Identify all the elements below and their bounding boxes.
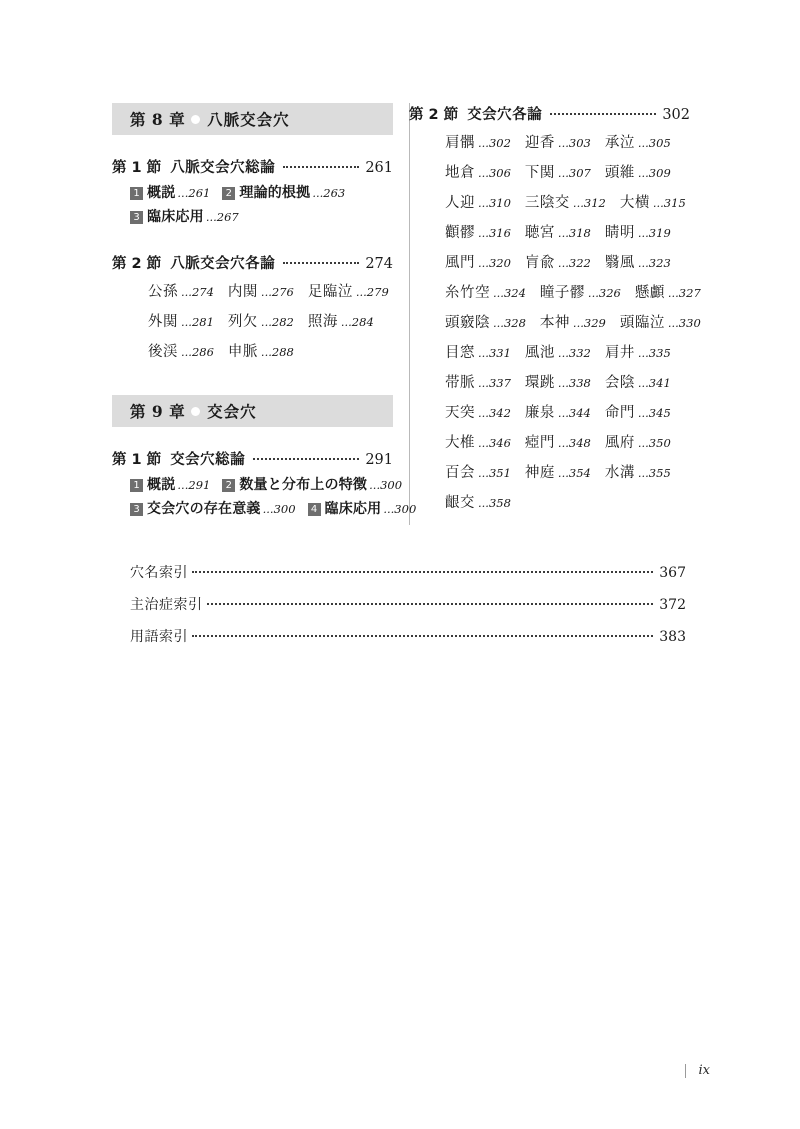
chapter-block — [112, 103, 393, 361]
bullet-icon — [191, 115, 200, 124]
point-entry — [148, 310, 214, 331]
sub-item-page-number: ...300 — [383, 502, 417, 516]
point-row — [148, 280, 393, 301]
point-page-number: ...329 — [572, 316, 606, 330]
point-name: 地倉 — [445, 165, 475, 181]
point-page-number: ...331 — [478, 346, 511, 360]
chapter-title: 交会穴 — [207, 402, 257, 421]
chapter-banner — [112, 103, 393, 135]
sub-item-row — [130, 498, 417, 518]
point-row — [148, 340, 393, 361]
point-page-number: ...354 — [557, 466, 591, 480]
chapter-banner — [112, 395, 393, 427]
point-page-number: ...330 — [667, 316, 701, 330]
dot-leader — [550, 113, 656, 115]
point-name: 環跳 — [524, 375, 555, 391]
section-number: 第 2 節 — [409, 107, 459, 123]
point-entry — [620, 191, 686, 212]
page-footer — [0, 1063, 800, 1078]
point-entry — [445, 401, 511, 422]
point-name: 水溝 — [604, 465, 635, 481]
point-page-number: ...322 — [557, 256, 591, 270]
point-name: 懸顱 — [634, 285, 665, 301]
point-row — [445, 191, 690, 212]
index-entry-page-number: 367 — [659, 565, 686, 581]
point-page-number: ...303 — [557, 136, 591, 150]
point-page-number: ...302 — [478, 136, 511, 150]
point-name: 照海 — [307, 314, 338, 330]
point-page-number: ...327 — [667, 286, 701, 300]
point-entry — [228, 310, 294, 331]
point-page-number: ...328 — [493, 316, 526, 330]
point-row — [445, 341, 690, 362]
point-name: 公孫 — [148, 284, 178, 300]
chapter-number: 第 9 章 — [130, 402, 186, 421]
point-entry — [540, 281, 621, 302]
point-page-number: ...315 — [652, 196, 686, 210]
point-name: 瞳子髎 — [539, 285, 585, 301]
index-entry-label: 主治症索引 — [130, 597, 203, 613]
point-entry — [148, 340, 214, 361]
point-entry — [445, 491, 511, 512]
point-name: 顴髎 — [445, 225, 475, 241]
point-rows — [409, 131, 701, 512]
section-page-number: 261 — [365, 160, 393, 176]
point-entry — [525, 431, 591, 452]
point-entry — [525, 401, 591, 422]
sub-item-rows — [112, 474, 417, 518]
sub-item-label: 交会穴の存在意義 — [147, 501, 261, 517]
point-row — [445, 371, 690, 392]
sub-item-rows — [112, 182, 393, 226]
dot-leader — [192, 635, 653, 637]
sub-item-label: 理論的根拠 — [239, 185, 311, 201]
item-number-badge: 3 — [130, 211, 143, 224]
point-name: 迎香 — [524, 135, 555, 151]
point-entry — [620, 311, 701, 332]
section-page-number: 274 — [365, 256, 393, 272]
sub-item-page-number: ...300 — [262, 502, 296, 516]
point-page-number: ...341 — [637, 376, 671, 390]
sub-item-row — [130, 182, 393, 202]
index-entry-page-number: 372 — [659, 597, 686, 613]
point-name: 外関 — [148, 314, 178, 330]
point-entry — [540, 311, 606, 332]
point-entry — [525, 251, 591, 272]
point-page-number: ...326 — [587, 286, 621, 300]
point-name: 百会 — [445, 465, 475, 481]
point-entry — [525, 341, 591, 362]
item-number-badge: 1 — [130, 187, 143, 200]
point-page-number: ...305 — [637, 136, 671, 150]
index-entry-label: 用語索引 — [130, 629, 188, 645]
point-name: 列欠 — [227, 314, 258, 330]
section-title: 八脈交会穴各論 — [170, 256, 276, 272]
point-name: 頭臨泣 — [619, 315, 665, 331]
point-name: 肓兪 — [524, 255, 555, 271]
point-name: 内関 — [227, 284, 258, 300]
sub-item-row — [130, 206, 393, 226]
toc-column-left — [112, 103, 417, 544]
point-name: 廉泉 — [524, 405, 555, 421]
point-name: 頭竅陰 — [445, 315, 490, 331]
point-page-number: ...345 — [637, 406, 671, 420]
point-entry — [605, 341, 671, 362]
sub-item-label: 臨床応用 — [324, 501, 382, 517]
point-page-number: ...344 — [557, 406, 591, 420]
section-page-number: 291 — [365, 452, 393, 468]
point-page-number: ...342 — [478, 406, 511, 420]
point-row — [445, 161, 690, 182]
item-number-badge: 2 — [222, 479, 235, 492]
point-name: 三陰交 — [524, 195, 570, 211]
point-row — [148, 310, 393, 331]
point-name: 目窓 — [445, 345, 475, 361]
point-page-number: ...282 — [260, 315, 294, 329]
point-page-number: ...274 — [181, 285, 214, 299]
point-entry — [308, 310, 374, 331]
sub-item — [130, 498, 296, 518]
sub-item-row — [130, 474, 403, 494]
point-name: 風池 — [524, 345, 555, 361]
point-entry — [525, 191, 606, 212]
point-page-number: ...281 — [181, 315, 214, 329]
point-name: 肩井 — [604, 345, 635, 361]
sub-item — [308, 498, 417, 518]
point-name: 足臨泣 — [307, 284, 353, 300]
index-entry — [130, 626, 686, 646]
point-row — [445, 491, 690, 512]
point-entry — [445, 341, 511, 362]
item-number-badge: 2 — [222, 187, 235, 200]
point-page-number: ...318 — [557, 226, 591, 240]
section-heading — [112, 156, 393, 177]
sub-item-page-number: ...267 — [205, 210, 239, 224]
toc-column-right — [409, 103, 701, 521]
section-title: 交会穴各論 — [467, 107, 543, 123]
index-entry — [130, 562, 686, 582]
sub-item-page-number: ...263 — [312, 186, 346, 200]
point-page-number: ...307 — [557, 166, 591, 180]
point-name: 風門 — [445, 255, 475, 271]
point-page-number: ...276 — [260, 285, 294, 299]
point-name: 会陰 — [604, 375, 635, 391]
point-page-number: ...312 — [572, 196, 606, 210]
section-number: 第 1 節 — [112, 452, 162, 468]
point-name: 睛明 — [604, 225, 635, 241]
point-entry — [525, 371, 591, 392]
point-name: 本神 — [539, 315, 570, 331]
point-entry — [445, 461, 511, 482]
section-page-number: 302 — [662, 107, 690, 123]
point-entry — [605, 401, 671, 422]
point-entry — [445, 281, 526, 302]
point-name: 天突 — [445, 405, 475, 421]
point-name: 頭維 — [604, 165, 635, 181]
sub-item — [130, 474, 210, 494]
bullet-icon — [191, 407, 200, 416]
point-entry — [605, 431, 671, 452]
point-entry — [605, 251, 671, 272]
point-rows — [112, 280, 393, 361]
point-page-number: ...279 — [355, 285, 389, 299]
point-entry — [308, 280, 389, 301]
point-row — [445, 281, 701, 302]
point-page-number: ...319 — [637, 226, 671, 240]
point-name: 下関 — [524, 165, 555, 181]
sub-item-page-number: ...291 — [177, 478, 211, 492]
chapter-block — [112, 395, 417, 518]
chapter-number: 第 8 章 — [130, 110, 186, 129]
item-number-badge: 4 — [308, 503, 321, 516]
point-name: 齦交 — [445, 495, 475, 511]
point-row — [445, 251, 690, 272]
point-name: 大横 — [619, 195, 650, 211]
sub-item-label: 概説 — [147, 185, 176, 201]
point-row — [445, 431, 690, 452]
point-page-number: ...332 — [557, 346, 591, 360]
section-number: 第 2 節 — [112, 256, 162, 272]
point-name: 帯脈 — [445, 375, 475, 391]
index-list — [130, 562, 686, 658]
sub-item — [130, 206, 239, 226]
dot-leader — [283, 166, 359, 168]
point-entry — [525, 461, 591, 482]
point-entry — [445, 311, 526, 332]
item-number-badge: 1 — [130, 479, 143, 492]
toc-columns — [112, 103, 701, 544]
point-name: 申脈 — [227, 344, 258, 360]
point-row — [445, 311, 701, 332]
sub-item — [130, 182, 210, 202]
point-page-number: ...358 — [478, 496, 511, 510]
dot-leader — [207, 603, 654, 605]
section-block — [409, 103, 701, 512]
point-row — [445, 221, 690, 242]
point-entry — [605, 221, 671, 242]
point-name: 翳風 — [604, 255, 635, 271]
section-title: 八脈交会穴総論 — [170, 160, 276, 176]
point-entry — [605, 131, 671, 152]
point-entry — [445, 371, 511, 392]
point-page-number: ...351 — [478, 466, 511, 480]
point-entry — [445, 161, 511, 182]
point-entry — [148, 280, 214, 301]
point-row — [445, 461, 690, 482]
point-name: 神庭 — [524, 465, 555, 481]
footer-rule — [685, 1064, 686, 1078]
point-page-number: ...335 — [637, 346, 671, 360]
section-title: 交会穴総論 — [170, 452, 246, 468]
sub-item-label: 概説 — [147, 477, 176, 493]
point-page-number: ...320 — [478, 256, 511, 270]
dot-leader — [283, 262, 359, 264]
point-name: 糸竹空 — [445, 285, 490, 301]
point-name: 大椎 — [445, 435, 475, 451]
point-entry — [445, 251, 511, 272]
section-heading — [409, 103, 690, 124]
dot-leader — [253, 458, 359, 460]
point-page-number: ...338 — [557, 376, 591, 390]
dot-leader — [192, 571, 653, 573]
point-name: 承泣 — [604, 135, 635, 151]
section-block — [112, 448, 417, 518]
sub-item — [222, 474, 402, 494]
point-name: 聴宮 — [524, 225, 555, 241]
point-page-number: ...337 — [478, 376, 511, 390]
section-heading — [112, 252, 393, 273]
point-entry — [635, 281, 701, 302]
point-page-number: ...288 — [260, 345, 294, 359]
point-name: 風府 — [604, 435, 635, 451]
point-page-number: ...346 — [478, 436, 511, 450]
point-entry — [228, 340, 294, 361]
point-entry — [525, 221, 591, 242]
section-block — [112, 156, 393, 226]
sub-item-label: 数量と分布上の特徴 — [239, 477, 368, 493]
index-entry-page-number: 383 — [659, 629, 686, 645]
point-page-number: ...355 — [637, 466, 671, 480]
point-page-number: ...310 — [478, 196, 511, 210]
sub-item-page-number: ...261 — [177, 186, 211, 200]
point-entry — [445, 221, 511, 242]
point-entry — [445, 191, 511, 212]
point-page-number: ...306 — [478, 166, 511, 180]
point-page-number: ...324 — [493, 286, 526, 300]
point-name: 命門 — [604, 405, 635, 421]
point-entry — [228, 280, 294, 301]
point-page-number: ...350 — [637, 436, 671, 450]
sub-item-page-number: ...300 — [369, 478, 403, 492]
item-number-badge: 3 — [130, 503, 143, 516]
point-page-number: ...348 — [557, 436, 591, 450]
point-entry — [525, 131, 591, 152]
point-name: 肩髃 — [445, 135, 475, 151]
section-block — [112, 252, 393, 361]
sub-item — [222, 182, 345, 202]
point-page-number: ...286 — [181, 345, 214, 359]
index-entry-label: 穴名索引 — [130, 565, 188, 581]
point-page-number: ...316 — [478, 226, 511, 240]
point-entry — [445, 431, 511, 452]
point-name: 人迎 — [445, 195, 475, 211]
point-name: 瘂門 — [524, 435, 555, 451]
index-entry — [130, 594, 686, 614]
point-entry — [445, 131, 511, 152]
point-entry — [605, 461, 671, 482]
point-entry — [525, 161, 591, 182]
point-name: 後渓 — [148, 344, 178, 360]
section-number: 第 1 節 — [112, 160, 162, 176]
point-row — [445, 131, 690, 152]
point-page-number: ...309 — [637, 166, 671, 180]
point-page-number: ...323 — [637, 256, 671, 270]
point-row — [445, 401, 690, 422]
sub-item-label: 臨床応用 — [147, 209, 204, 225]
section-heading — [112, 448, 393, 469]
chapter-title: 八脈交会穴 — [207, 110, 290, 129]
point-entry — [605, 161, 671, 182]
page-number: ix — [698, 1063, 710, 1078]
point-page-number: ...284 — [340, 315, 374, 329]
point-entry — [605, 371, 671, 392]
